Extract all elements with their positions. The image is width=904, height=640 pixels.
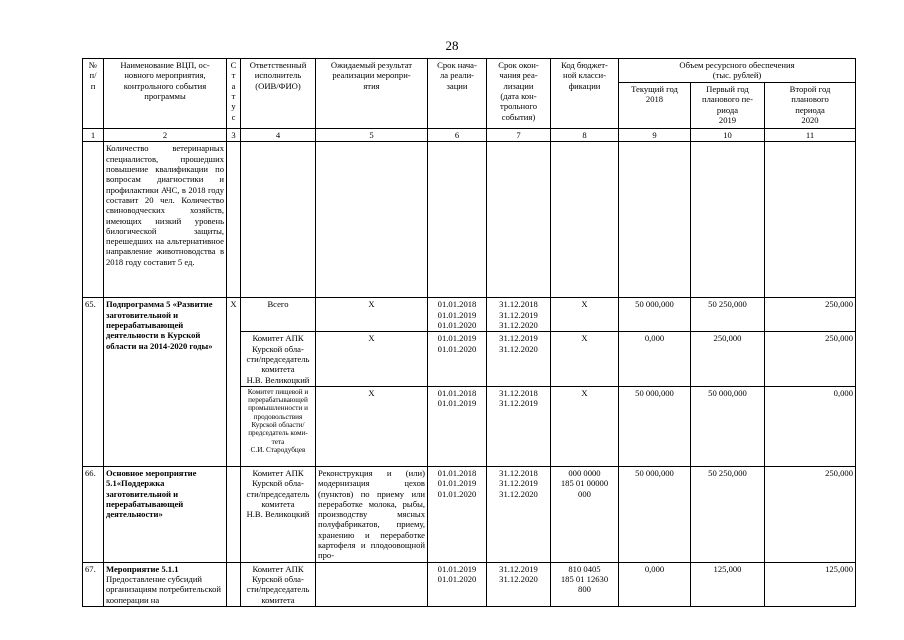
col-number: 6 xyxy=(428,129,487,142)
start-date: 01.01.2019 01.01.2020 xyxy=(428,562,487,606)
row-number: 65. xyxy=(83,298,104,467)
col-number: 7 xyxy=(487,129,551,142)
amount-2019: 50 250,000 xyxy=(691,298,765,332)
budget-code: X xyxy=(551,298,619,332)
amount-2018: 50 000,000 xyxy=(619,386,691,466)
program-table xyxy=(82,58,856,607)
end-date: 31.12.2019 31.12.2020 xyxy=(487,332,551,387)
end-date: 31.12.2018 31.12.2019 31.12.2020 xyxy=(487,466,551,562)
budget-code: X xyxy=(551,332,619,387)
col-number: 3 xyxy=(227,129,241,142)
header-num: № п/ п xyxy=(83,59,104,129)
end-date: 31.12.2018 31.12.2019 xyxy=(487,386,551,466)
amount-2020: 0,000 xyxy=(765,386,856,466)
row-number: 67. xyxy=(83,562,104,606)
table-row xyxy=(83,298,856,332)
page-number: 28 xyxy=(445,38,459,53)
amount-2020: 250,000 xyxy=(765,332,856,387)
status-letter: т xyxy=(231,90,236,101)
end-date: 31.12.2019 31.12.2020 xyxy=(487,562,551,606)
header-start: Срок нача- ла реали- зации xyxy=(428,59,487,129)
table-row xyxy=(83,466,856,562)
col-number: 5 xyxy=(316,129,428,142)
expected-result: X xyxy=(316,332,428,387)
header-funding: Объем ресурсного обеспечения (тыс. рублей) xyxy=(619,59,856,83)
executor: Комитет АПК Курской обла- сти/председатель комитета Н.В. Великоцкий xyxy=(241,332,316,387)
status-mark: X xyxy=(227,298,241,467)
start-date: 01.01.2018 01.01.2019 01.01.2020 xyxy=(428,298,487,332)
amount-2019: 50 250,000 xyxy=(691,466,765,562)
executor: Комитет АПК Курской обла- сти/председатель комитета xyxy=(241,562,316,606)
amount-2020: 250,000 xyxy=(765,298,856,332)
status-letter: т xyxy=(231,70,236,81)
col-number: 4 xyxy=(241,129,316,142)
measure-description: Предоставление субсидий организациям потребительской кооперации на xyxy=(106,574,222,605)
col-number: 2 xyxy=(104,129,227,142)
executor: Комитет пищевой и перерабатывающей промышленности и продовольствия Курской области/ председатель коми- тета С.И. Стародубцев xyxy=(241,386,316,466)
header-2018: Текущий год 2018 xyxy=(619,83,691,129)
budget-code: X xyxy=(551,386,619,466)
header-executor: Ответственный исполнитель (ОИВ/ФИО) xyxy=(241,59,316,129)
amount-2020: 250,000 xyxy=(765,466,856,562)
col-number: 9 xyxy=(619,129,691,142)
amount-2018: 0,000 xyxy=(619,332,691,387)
executor: Всего xyxy=(241,298,316,332)
header-2020: Второй год планового периода 2020 xyxy=(765,83,856,129)
col-number: 8 xyxy=(551,129,619,142)
header-status xyxy=(227,59,241,129)
amount-2019: 125,000 xyxy=(691,562,765,606)
expected-result: Реконструкция и (или) модернизация цехов (пунктов) по приему или переработке молока, рыбы, производству мясных полуфабрикатов, приему, хранению и переработке картофеля и плодоовощной про- xyxy=(316,466,428,562)
row-number: 66. xyxy=(83,466,104,562)
amount-2019: 250,000 xyxy=(691,332,765,387)
start-date: 01.01.2018 01.01.2019 xyxy=(428,386,487,466)
header-name: Наименование ВЦП, ос- новного мероприятия, контрольного события программы xyxy=(104,59,227,129)
table-row xyxy=(83,142,856,298)
amount-2018: 0,000 xyxy=(619,562,691,606)
amount-2019: 50 000,000 xyxy=(691,386,765,466)
start-date: 01.01.2018 01.01.2019 01.01.2020 xyxy=(428,466,487,562)
budget-code: 000 0000 185 01 00000 000 xyxy=(551,466,619,562)
end-date: 31.12.2018 31.12.2019 31.12.2020 xyxy=(487,298,551,332)
main-measure-name: Основное мероприятие 5.1«Поддержка заготовительной и перерабатывающей деятельности» xyxy=(104,466,227,562)
status-letter: с xyxy=(231,111,236,122)
header-code: Код бюджет- ной класси- фикации xyxy=(551,59,619,129)
budget-code: 810 0405 185 01 12630 800 xyxy=(551,562,619,606)
subprogram-name: Подпрограмма 5 «Развитие заготовительной и перерабатывающей деятельности в Курской области на 2014-2020 годы» xyxy=(104,298,227,467)
status-letter: С xyxy=(230,60,237,70)
header-result: Ожидаемый результат реализации меропри- ятия xyxy=(316,59,428,129)
col-number: 10 xyxy=(691,129,765,142)
amount-2018: 50 000,000 xyxy=(619,298,691,332)
status-letter: у xyxy=(231,101,236,112)
measure-title: Мероприятие 5.1.1 xyxy=(106,563,179,574)
header-2019: Первый год планового пе- риода 2019 xyxy=(691,83,765,129)
executor: Комитет АПК Курской обла- сти/председатель комитета Н.В. Великоцкий xyxy=(241,466,316,562)
col-number: 11 xyxy=(765,129,856,142)
col-number: 1 xyxy=(83,129,104,142)
expected-result: X xyxy=(316,298,428,332)
table-row xyxy=(83,562,856,606)
amount-2020: 125,000 xyxy=(765,562,856,606)
amount-2018: 50 000,000 xyxy=(619,466,691,562)
start-date: 01.01.2019 01.01.2020 xyxy=(428,332,487,387)
expected-result: X xyxy=(316,386,428,466)
measure-name xyxy=(104,562,227,606)
column-number-row xyxy=(83,129,856,142)
continuation-text: Количество ветеринарных специалистов, прошедших повышение квалификации по вопросам диагностики и профилактики АЧС, в 2018 году составит 20 чел. Количество свиноводческих хозяйств, имеющих низкий уровень билогической защиты, перешедших на альтернативное направление животноводства в 2018 году составит 5 ед. xyxy=(104,142,227,298)
header-end: Срок окон- чания реа- лизации (дата кон- трольного события) xyxy=(487,59,551,129)
status-letter: а xyxy=(231,80,236,91)
